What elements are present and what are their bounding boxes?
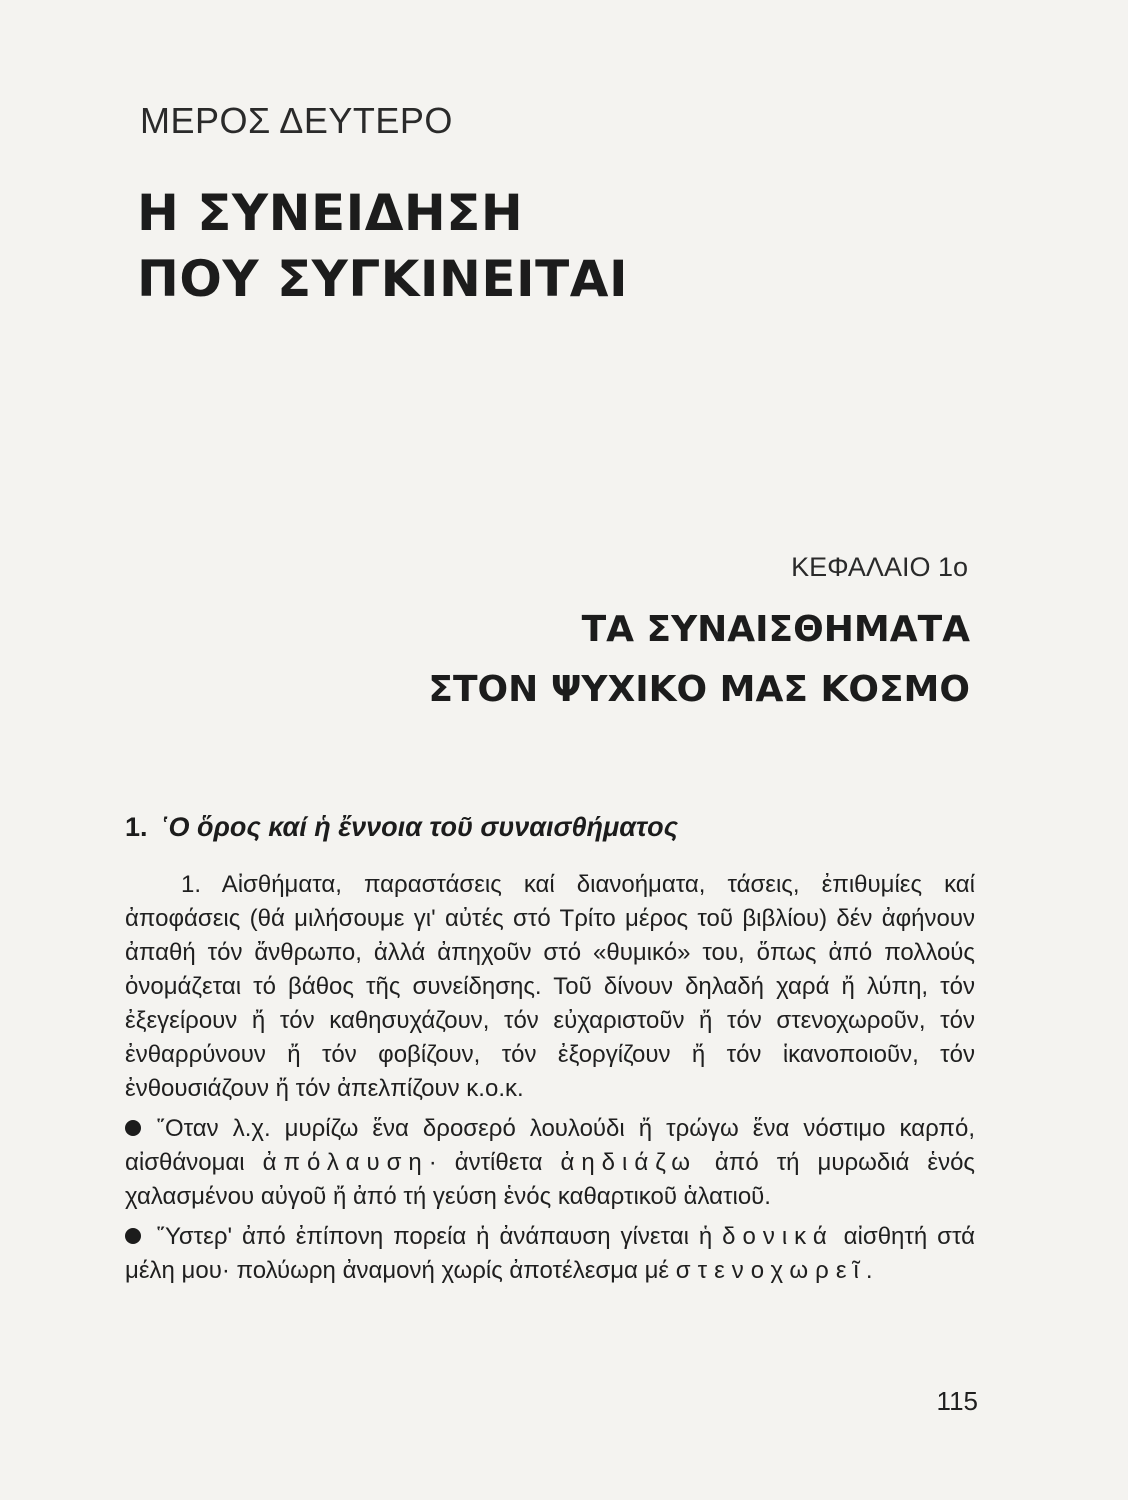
part-title-line-1: Η ΣΥΝΕΙΔΗΣΗ [137,184,524,242]
paragraph-2 [125,1112,975,1214]
spaced-word-aidiazo: ἀηδιάζω [560,1149,697,1176]
spaced-word-stenochorei: στενοχωρεῖ [675,1257,866,1284]
spaced-word-donika: δονικά [722,1223,834,1250]
paragraph-3-text-c: αἰσθητή στά μέλη μου· πολύωρη ἀναμονή χωρίς ἀποτέλεσμα μέ [125,1223,975,1284]
section-heading [125,812,678,843]
chapter-title-line-2: ΣΤΟΝ ΨΥΧΙΚΟ ΜΑΣ ΚΟΣΜΟ [428,669,970,710]
paragraph-2-text-e: ἀπό τή μυρωδιά ἑνός χαλασμένου αὐγοῦ ἤ ἀπό τή γεύση ἑνός καθαρτικοῦ ἁλατιοῦ. [125,1149,975,1210]
paragraph-2-text-a: ῞Οταν λ.χ. μυρίζω ἕνα δροσερό λουλούδι ἤ τρώγω ἕνα νόστιμο καρπό, αἰσθάνομαι [125,1115,975,1176]
paragraph-2-text-c: · ἀντίθετα [428,1149,561,1176]
part-title-line-2: ΠΟΥ ΣΥΓΚΙΝΕΙΤΑΙ [137,250,629,308]
paragraph-3-text-a: ῞Υστερ' ἀπό ἐπίπονη πορεία ἡ ἀνάπαυση γίνεται ἡ [157,1223,723,1250]
chapter-title [428,600,970,720]
section-title: ῾Ο ὅρος καί ἡ ἔννοια τοῦ συναισθήματος [159,812,678,842]
paragraph-3 [125,1220,975,1288]
body-text [125,868,975,1288]
chapter-title-line-1: ΤΑ ΣΥΝΑΙΣΘΗΜΑΤΑ [581,609,970,650]
page-number: 115 [936,1386,978,1416]
paragraph-3-text-e: . [865,1257,873,1284]
part-title [137,180,628,312]
part-label: ΜΕΡΟΣ ΔΕΥΤΕΡΟ [140,100,453,141]
paragraph-1: 1. Αἰσθήματα, παραστάσεις καί διανοήματα, τάσεις, ἐπιθυμίες καί ἀποφάσεις (θά μιλήσουμε γι' αὐτές στό Τρίτο μέρος τοῦ βιβλίου) δέν ἀφήνουν ἀπαθή τόν ἄνθρωπο, ἀλλά ἀπηχοῦν στό «θυμικό» του, ὅπως ἀπό πολλούς ὀνομάζεται τό βάθος τῆς συνείδησης. Τοῦ δίνουν δηλαδή χαρά ἤ λύπη, τόν ἐξεγείρουν ἤ τόν καθησυχάζουν, τόν εὐχαριστοῦν ἤ τόν στενοχωροῦν, τόν ἐνθαρρύνουν ἤ τόν φοβίζουν, τόν ἐξοργίζουν ἤ τόν ἱκανοποιοῦν, τόν ἐνθουσιάζουν ἤ τόν ἀπελπίζουν κ.ο.κ. [125,871,975,1102]
chapter-label: ΚΕΦΑΛΑΙΟ 1ο [791,552,968,582]
section-number: 1. [125,812,148,842]
spaced-word-apolausi: ἀπόλαυση [262,1149,429,1176]
bullet-icon [125,1228,141,1244]
bullet-icon [125,1120,141,1136]
